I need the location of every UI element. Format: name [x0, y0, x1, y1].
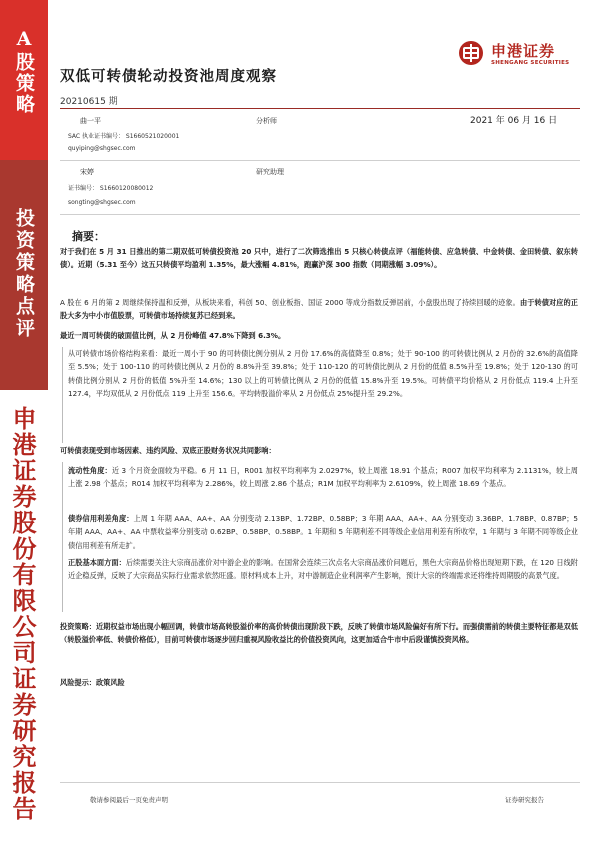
paragraph-4-text: 从可转债市场价格结构来看：最近一周小于 90 的可转债比例分别从 2 月份 17.6%的高值降至 0.8%；处于 90-100 的可转债比例从 2 月份的 32.6%的高值降至 5.5%；处于 100-110 的可转债比例从 2 月份的 8.8%升至 39.8%；处于 110-120 的可转债比例从 2 月份的低值 8.5%升至 19.8%；处于 120-130 的可转债比例分别从 2 月份的低值 5%升至 14.6%；130 以上的可转债比例从 2 月份的低值 15.8%升至 19.5%。可转债平均价格从 2 月份低点 119.4 上升至 127.4，平均双低从 2 月份低点 119 上升至 156.6。平均转股溢价率从 2 月份低点 25%提升至 29.2%。	[68, 349, 578, 399]
summary-paragraph-4	[68, 347, 578, 401]
paragraph-2-text: A 股在 6 月的第 2 周继续保持温和反弹，从板块来看，科创 50、创业板指、国证 2000 等成分指数反弹居前，小盘股出现了持续回暖的迹象。	[60, 298, 520, 307]
paragraph-5-text: 可转债表现受到市场因素、违约风险、双底正股财务状况共同影响：	[60, 446, 276, 455]
fundamentals-lead: 正股基本面方面：	[68, 558, 126, 567]
strategy-lead: 投资策略：	[60, 622, 96, 631]
credit-spread-text: 上周 1 年期 AAA、AA+、AA 分别变动 2.13BP、1.72BP、0.58BP；3 年期 AAA、AA+、AA 分别变动 3.36BP、1.78BP、0.87BP；5 年期 AAA、AA+、AA 中票收益率分别变动 0.62BP、0.58BP、0.58BP。1 年期和 5 年期利差不同等级企业信用利差有所收窄，1 年期与 3 年期不同等级企业债信用利差有所走扩。	[68, 514, 578, 550]
strategy-text: 近期权益市场出现小幅回调，转债市场高转股溢价率的高价转债出现阶段下跌，反映了转债市场风险偏好有所下行。而强债需前的转债主要特征都是双低（转股溢价率低、转债价格低），目前可转债市场逐步回归重视风险收益比的价值投资风向，这更加适合牛市中后段谨慎投资风格。	[60, 622, 578, 645]
footer-report-type: 证券研究报告	[505, 796, 544, 804]
credit-spread-lead: 债券信用利差角度：	[68, 514, 134, 523]
summary-divider	[60, 214, 580, 215]
liquidity-lead: 流动性角度：	[68, 466, 112, 475]
analyst-1-cert: SAC 执业证书编号： S1660521020001	[68, 133, 180, 140]
liquidity-text: 近 3 个月资金面较为平稳。6 月 11 日，R001 加权平均利率为 2.0297%，较上周涨 18.91 个基点；R007 加权平均利率为 2.1131%，较上周上涨 2.98 个基点；R014 加权平均利率为 2.286%，较上周涨 2.86 个基点；R1M 加权平均利率为 2.6109%，较上周涨 18.69 个基点。	[68, 466, 578, 489]
header-divider	[60, 108, 580, 109]
left-sidebar	[0, 0, 48, 841]
analyst-divider	[60, 160, 580, 161]
fundamentals-text: 后续需要关注大宗商品涨价对中游企业的影响。在国常会连续三次点名大宗商品涨价问题后，黑色大宗商品价格出现短期下跌，在 120 日线附近企稳反弹，反映了大宗商品实际行业需求依然旺盛。原材料成本上升，对中游制造企业利润率产生影响，预计大宗的终端需求还将维持周期股的高景气度。	[68, 558, 578, 581]
sidebar-category-label: A股策略	[13, 28, 35, 115]
sidebar-company-label: 申港证券股份有限公司证券研究报告	[8, 406, 37, 822]
analyst-1-email[interactable]: quyiping@shgsec.com	[68, 145, 136, 152]
logo-emblem-icon	[458, 40, 484, 66]
risk-text: 政策风险	[95, 678, 125, 687]
risk-paragraph	[60, 676, 578, 689]
fundamentals-paragraph	[68, 556, 578, 583]
footer-divider	[60, 782, 580, 783]
summary-paragraph-2	[60, 296, 578, 323]
company-logo	[458, 40, 593, 76]
paragraph-3-text: 最近一周可转债的破面值比例，从 2 月份峰值 47.8%下降到 6.3%。	[60, 331, 286, 340]
analyst-2-email[interactable]: songting@shgsec.com	[68, 199, 136, 206]
strategy-paragraph	[60, 620, 578, 647]
logo-chinese-name: 申港证券	[491, 42, 556, 60]
paragraph-4-rule	[62, 347, 63, 443]
analyst-2-role: 研究助理	[256, 168, 284, 176]
credit-spread-paragraph	[68, 512, 578, 552]
summary-title: 摘要：	[72, 230, 105, 243]
sidebar-category-band	[0, 0, 48, 160]
report-title: 双低可转债轮动投资池周度观察	[60, 68, 277, 85]
analyst-1-name: 曲一平	[80, 117, 101, 125]
sidebar-company-band	[0, 390, 48, 841]
risk-lead: 风险提示：	[60, 678, 96, 687]
footer-disclaimer-link[interactable]: 敬请参阅最后一页免责声明	[90, 796, 168, 804]
analyst-2-cert: 证书编号： S1660120080012	[68, 185, 154, 192]
liquidity-paragraph	[68, 464, 578, 491]
report-date: 2021 年 06 月 16 日	[470, 116, 558, 126]
paragraph-1-text: 对于我们在 5 月 31 日推出的第二期双低可转债投资池 20 只中，进行了二次筛选推出 5 只核心转债点评（福能转债、应急转债、中金转债、金田转债、叙东转债）。近期（5.31 至今）这五只转债平均盈利 1.35%，最大涨幅 4.81%，跑赢沪深 300 指数（同期涨幅 3.09%）。	[60, 247, 578, 270]
summary-paragraph-3	[60, 329, 578, 342]
analyst-2-name: 宋婷	[80, 168, 94, 176]
summary-paragraph-5	[60, 444, 578, 457]
sidebar-type-label: 投资策略点评	[13, 208, 35, 340]
paragraph-2-emphasis: 由于转债对应的正股大多为中小市值股票，可转债市场持续复苏已经到来。	[60, 298, 578, 321]
report-issue: 20210615 期	[60, 97, 118, 107]
summary-paragraph-1	[60, 245, 578, 272]
factors-rule	[62, 462, 63, 612]
logo-english-name: SHENGANG SECURITIES	[491, 60, 570, 66]
analyst-1-role: 分析师	[256, 117, 277, 125]
sidebar-type-band	[0, 160, 48, 390]
